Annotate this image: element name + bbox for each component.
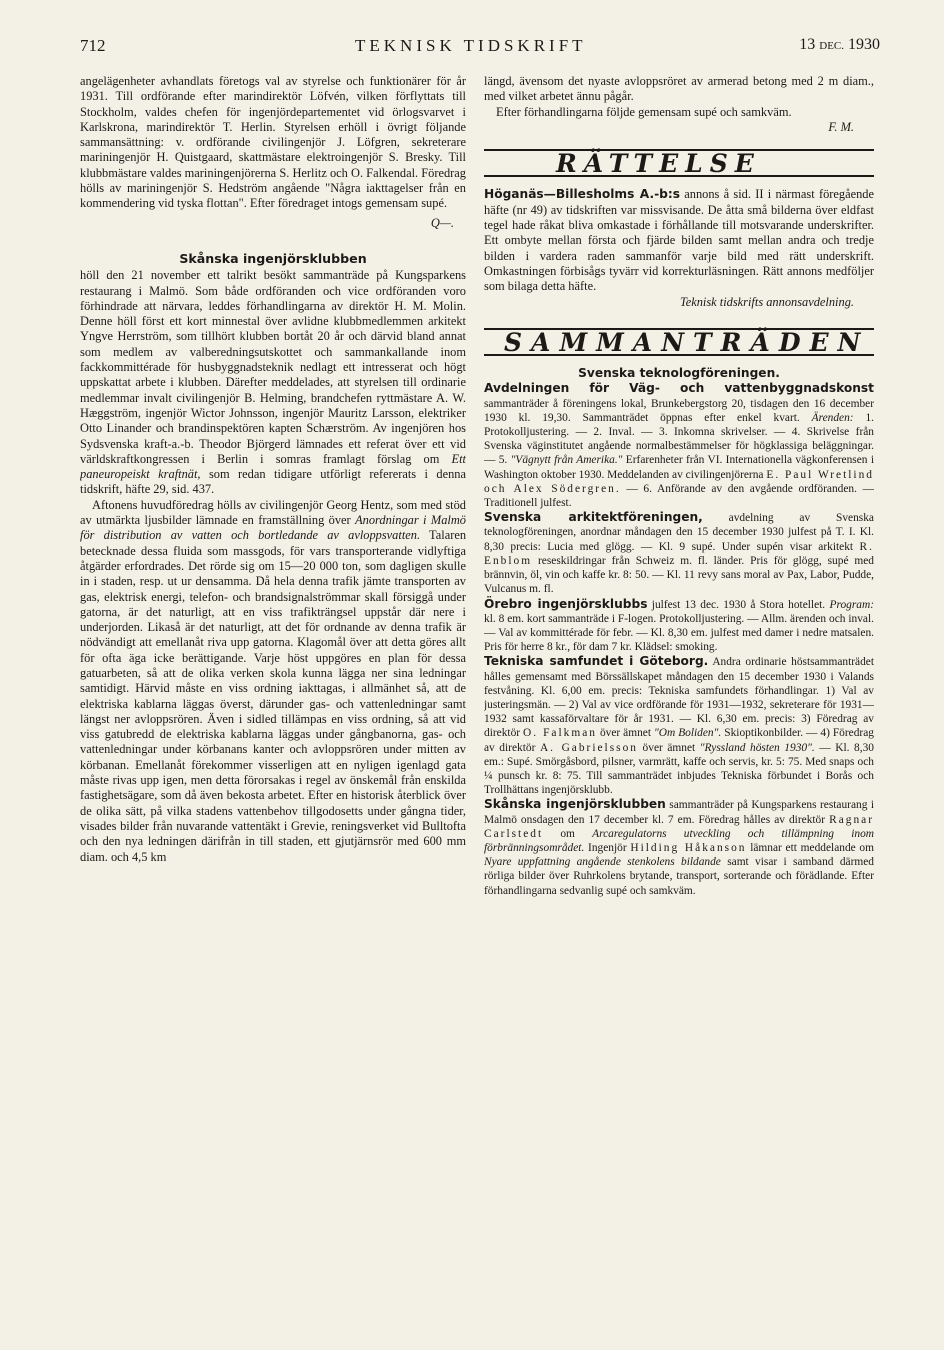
meeting-entry: Tekniska samfundet i Göteborg. Andra ordinarie höstsammanträdet hålles gemensamt med Börssällskapet måndagen den 15 december 1930 i Valands festvåning. Kl. 6,00 em. precis: Tekniska samfundets förhandlingar. 1) Val av justeringsmän. — 2) Val av vice ordförande för 1931—1932, sekreterare för 1931—1932 samt kassaförvaltare för år 1931. — Kl. 6,30 em. precis: 3) Föredrag av direktör O. Falkman över ämnet "Om Boliden". Skioptikonbilder. — 4) Föredrag av direktör A. Gabrielsson över ämnet "Ryssland hösten 1930". — Kl. 8,30 em.: Supé. Smörgåsbord, pilsner, varmrätt, kaffe och servis, kr. 5: 75. Med snaps och ¼ punsch kr. 8: 75. Till sammanträdet inbjudes Tekniska förbundet i Borås och Trollhättans ingenjörsklubb. [484,654,874,797]
meeting-entry: Örebro ingenjörsklubbs julfest 13 dec. 1930 å Stora hotellet. Program: kl. 8 em. kort sammanträde i F-logen. Protokolljustering. — Allm. ärenden och inval. — Val av kommittérade för febr. — Kl. 8,30 em. julfest med damer i nedre matsalen. Pris för herre 8 kr., för dam 7 kr. Klädsel: smoking. [484,596,874,654]
meeting-entry: Svenska arkitektföreningen, avdelning av Svenska teknologföreningen, anordnar måndagen den 15 december 1930 julfest på T. I. Kl. 8,30 precis: Lucia med glögg. — Kl. 9 supé. Under supén visar arkitekt R. Enblom reseskildringar från Schweiz m. fl. länder. Pris för glögg, supé med brännvin, öl, vin och kaffe kr. 8: 50. — Kl. 11 revy sans moral av Pax, Labor, Pudde, Vulcanus m. fl. [484,510,874,596]
right-column [484,74,874,1330]
continued-paragraph: längd, ävensom det nyaste avloppsröret av armerad betong med 2 m diam., med vilket arbetet ännu pågår. [484,74,874,104]
meeting-entry: Skånska ingenjörsklubben sammanträder på Kungsparkens restaurang i Malmö onsdagen den 17 december kl. 7 em. Föredrag hålles av direktör Ragnar Carlstedt om Arcaregulatorns utveckling och tillämpning inom förbränningsområdet. Ingenjör Hilding Håkanson lämnar ett meddelande om Nyare uppfattning angående stenkolens bildande samt visar i samband därmed rörliga bilder över Ruhrkolens brytande, transport, sorterande och förädlande. Efter förhandlingarna sedvanlig supé och samkväm. [484,797,874,897]
section-title: Skånska ingenjörsklubben [179,250,367,266]
continued-signature: F. M. [828,119,854,134]
page-number: 712 [80,36,106,55]
journal-title: TEKNISK TIDSKRIFT [355,36,587,55]
paragraph-1: höll den 21 november ett talrikt besökt sammanträde på Kungsparkens restaurang i Malmö. Som både ordföranden och vice ordföranden voro förhindrade att närvara, leddes förhandlingarna av direktör H. M. Molin. Denne höll först ett kort minnestal över avlidne klubbmedlemmen arkitekt Yngve Herrström, som tillhört klubben bortåt 20 år och därvid bland annat som medlem av valberedningsutskottet och sammankallande inom fackkommittérade för husbyggnadsteknik nedlagt ett intresserat och högt uppskattat arbete i klubben. Därefter meddelades, att styrelsen till ordinarie medlemmar invalt civilingenjör B. Helming, brandchefen ryttmästare A. W. Hæggström, ingenjör Wictor Johnsson, ingenjör Mauritz Larsson, elektriker Otto Linander och brandinspektören kapten Schærström. Av ingenjören hos Sydsvenska kraft-a.-b. Theodor Björgerd lämnades ett referat över ett vid världskraftkongressen i Berlin i somras framlagt förslag om Ett paneuropeiskt kraftnät, som redan tidigare utförligt refererats i denna tidskrift, häfte 29, sid. 437. [80,268,466,497]
intro-paragraph: angelägenheter avhandlats företogs val av styrelse och funktionärer för år 1931. Till ordförande efter marindirektör Löfvén, vilken förflyttats till Stockholm, valdes chefen för ingenjördepartementet vid örlogsvarvet i Karlskrona, marindirektör T. Herlin. Styrelsen erhöll i övrigt följande sammansättning: v. ordförande civilingenjör J. Löfgren, sekreterare mariningenjör H. Quistgaard, skattmästare elektroingenjör S. Bresky. Till klubbmästare valdes mariningenjörerna S. Herlitz och O. Falkendal. Föredrag hölls av mariningenjör S. Hedström angående "Några iakttagelser från en kommendering vid tyska flottan". Efter föredraget intogs gemensam supé. [80,74,466,211]
correction-banner: RÄTTELSE [484,149,874,177]
continued-paragraph-2: Efter förhandlingarna följde gemensam supé och samkväm. [496,104,792,119]
page-header [80,36,880,66]
correction-paragraph: Höganäs—Billesholms A.-b:s annons å sid. II i närmast föregående häfte (nr 49) av tidskriften var missvisande. De åtta små bilderna över eldfast tegel hade råkat bliva omkastade i förhållande till motsvarande underskrifter. Ett ombyte mellan första och fjärde bilden samt mellan andra och tredje bilden i vardera raden sammanför varje bild med rätt underskrift. Omkastningen förbisågs tyvärr vid korrekturläsningen. Rätt annons medföljer som bilaga detta häfte. [484,187,874,294]
issue-date: 13 DEC. 1930 [799,36,880,53]
intro-signature: Q—. [430,215,454,230]
correction-signature: Teknisk tidskrifts annonsavdelning. [679,294,854,309]
meeting-entry: Avdelningen för Väg- och vattenbyggnadskonst sammanträder å föreningens lokal, Brunkebergstorg 20, tisdagen den 16 december 1930 kl. 19,30. Sammanträdet öppnas efter enkel kvart. Ärenden: 1. Protokolljustering. — 2. Inval. — 3. Inkomna skrivelser. — 4. Skrivelse från Svenska väginstitutet angående normalbestämmelser för högklassiga beläggningar. — 5. "Vägnytt från Amerika." Erfarenheter från VI. Internationella vägkonferensen i Washington oktober 1930. Meddelanden av civilingenjörerna E. Paul Wretlind och Alex Södergren. — 6. Anförande av den avgående ordföranden. — Traditionell julfest. [484,381,874,510]
left-column [80,74,466,1330]
meetings-banner: SAMMANTRÄDEN [484,328,874,356]
society-heading: Svenska teknologföreningen. [578,366,780,381]
paragraph-2: Aftonens huvudföredrag hölls av civilingenjör Georg Hentz, som med stöd av utmärkta ljusbilder lämnade en framställning över Anordningar i Malmö för distribution av vatten och bortledande av avloppsvatten. Talaren betecknade dessa fluida som massgods, för vars transporterande vidlyftiga åtgärder erfordrades. Det rörde sig om 15—20 000 ton, som dagligen skulle in i staden, resp. ut ur densamma. Då hela denna trafik jämte transporten av gas, elektrisk energi, telefon- och brandsignalströmmar skall försiggå under gatorna, är det naturligt, att en viss trafikträngsel uppstår där nere i underjorden. Likaså är det naturligt, att det för ordnande av denna trafik är nödvändigt att emellanåt riva upp gatorna. Klagomål över att detta göres allt för ofta äga icke berättigande. Varje höst uppgöres en plan för dessa gatuarbeten, så att de olika verken skola kunna lägga ner sina ledningar samtidigt. Härvid måste en viss ordning iakttagas, i allmänhet så, att de elektriska kablarna läggas överst, därunder gas- och vattenledningar samt längst ner avloppsrören. Även i sidled tillämpas en viss ordning, så att vid viss gatubredd de elektriska kablarna läggas under gångbanorna, gas- och vattenledningar under körbanans kanter och avloppsrören under mitten av körbanan. Emellanåt förekommer visserligen att en nyligen igenlagd gata måste rivas upp igen, men detta förorsakas i regel av önskemål från enskilda fastighetsägare, som då även bekosta arbetet. Efter en historisk återblick över de olika sätt, på vilka stadens vattenbehov tillgodosetts under gångna tider, visades bilder från nuvarande vattentäkt i Grevie, reningsverket vid Bulltofta och den nya ledningen därifrån in till staden, ett gjutjärnsrör med 600 mm diam. och 4,5 km [80,497,466,864]
